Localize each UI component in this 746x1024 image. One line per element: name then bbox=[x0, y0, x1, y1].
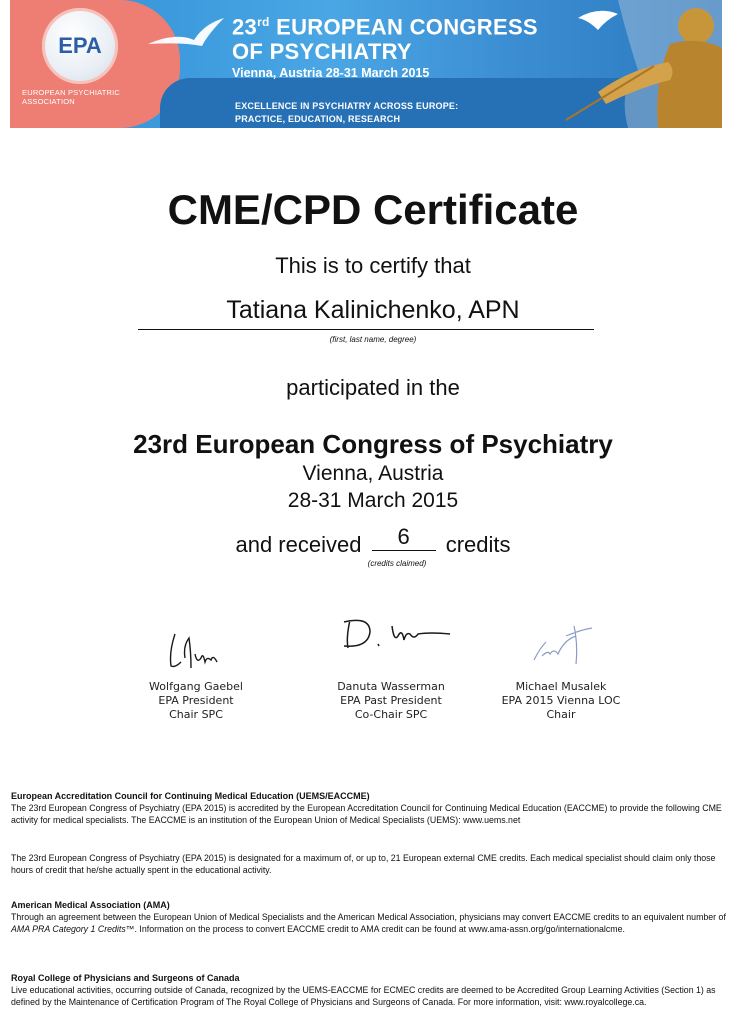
banner-tagline-line2: PRACTICE, EDUCATION, RESEARCH bbox=[235, 114, 401, 124]
ama-text-em: AMA PRA Category 1 Credits™ bbox=[11, 924, 135, 934]
banner-venue: Vienna, Austria 28-31 March 2015 bbox=[232, 66, 430, 80]
signatory-name: Michael Musalek bbox=[515, 680, 607, 693]
certify-text: This is to certify that bbox=[275, 253, 471, 278]
congress-name: 23rd European Congress of Psychiatry bbox=[133, 429, 613, 459]
signature-musalek bbox=[516, 620, 606, 674]
signature-block-gaebel bbox=[121, 628, 271, 722]
signature-wasserman bbox=[326, 612, 456, 674]
signatory-name: Wolfgang Gaebel bbox=[149, 680, 243, 693]
banner-title-ordinal: 23 bbox=[232, 14, 258, 40]
signatory-role: EPA President bbox=[158, 694, 234, 707]
epa-logo-subtitle: EUROPEAN PSYCHIATRIC ASSOCIATION bbox=[22, 88, 121, 106]
banner-title-line2: OF PSYCHIATRY bbox=[232, 39, 412, 65]
signatory-role: EPA Past President bbox=[340, 694, 442, 707]
rcp-text: Live educational activities, occurring outside of Canada, recognized by the UEMS-EACCME for ECMEC credits are deemed to be Accredited Group Learning Activities (Section 1) as defined by the Maintenance of Certification Program of The Royal College of Physicians and Surgeons of Canada. For more information, visit: www.royalcollege.ca. bbox=[11, 985, 716, 1007]
golden-violinist-statue-icon bbox=[558, 0, 722, 128]
banner-title bbox=[232, 10, 538, 64]
uems-section bbox=[11, 790, 727, 826]
signatory-role: EPA 2015 Vienna LOC bbox=[501, 694, 621, 707]
credits-value: 6 bbox=[372, 524, 436, 551]
certificate-title: CME/CPD Certificate bbox=[167, 186, 579, 233]
signature-block-musalek bbox=[486, 620, 636, 722]
name-underline bbox=[138, 329, 594, 330]
signatory-role2: Chair SPC bbox=[169, 708, 223, 721]
signatory-role2: Chair bbox=[546, 708, 576, 721]
banner-title-line1: EUROPEAN CONGRESS bbox=[269, 14, 538, 40]
credits-caption: (credits claimed) bbox=[367, 559, 427, 568]
uems-credits-text: The 23rd European Congress of Psychiatry (EPA 2015) is designated for a maximum of, or up to, 21 European external CME credits. Each medical specialist should claim only those hours of credit that he/she actually spent in the educational activity. bbox=[11, 853, 716, 875]
name-caption: (first, last name, degree) bbox=[329, 335, 417, 344]
uems-text: The 23rd European Congress of Psychiatry (EPA 2015) is accredited by the European Accreditation Council for Continuing Medical Education (EACCME) to provide the following CME activity for medical specialists. The EACCME is an institution of the European Union of Medical Specialists (UEMS): www.uems.net bbox=[11, 803, 722, 825]
received-prefix: and received bbox=[235, 532, 362, 557]
credits-statement bbox=[0, 524, 746, 559]
banner-tagline-line1: EXCELLENCE IN PSYCHIATRY ACROSS EUROPE: bbox=[235, 101, 459, 111]
uems-credits-section bbox=[11, 852, 727, 876]
recipient-name: Tatiana Kalinichenko, APN bbox=[226, 296, 520, 324]
congress-banner bbox=[10, 0, 722, 128]
banner-tagline bbox=[235, 100, 458, 126]
uems-heading: European Accreditation Council for Continuing Medical Education (UEMS/EACCME) bbox=[11, 791, 370, 801]
received-suffix: credits bbox=[445, 532, 511, 557]
congress-city: Vienna, Austria bbox=[302, 462, 444, 485]
participated-text: participated in the bbox=[286, 375, 460, 400]
rcp-heading: Royal College of Physicians and Surgeons of Canada bbox=[11, 973, 240, 983]
epa-logo bbox=[42, 8, 118, 84]
signatory-name: Danuta Wasserman bbox=[337, 680, 445, 693]
bird-icon bbox=[146, 14, 226, 54]
ama-heading: American Medical Association (AMA) bbox=[11, 900, 170, 910]
ama-text bbox=[11, 911, 727, 935]
epa-logo-text: EPA bbox=[58, 33, 102, 58]
rcp-section bbox=[11, 972, 727, 1008]
signature-gaebel bbox=[161, 628, 231, 674]
ama-section bbox=[11, 899, 727, 935]
signatory-role2: Co-Chair SPC bbox=[354, 708, 428, 721]
congress-dates: 28-31 March 2015 bbox=[287, 489, 459, 512]
banner-title-suffix: rd bbox=[257, 15, 270, 29]
ama-text-a: Through an agreement between the European Union of Medical Specialists and the American Medical Association, physicians may convert EACCME credits to an equivalent number of bbox=[11, 912, 726, 922]
ama-text-b: . Information on the process to convert EACCME credit to AMA credit can be found at www.ama-assn.org/go/internationalcme. bbox=[134, 924, 625, 934]
signature-block-wasserman bbox=[316, 612, 466, 722]
